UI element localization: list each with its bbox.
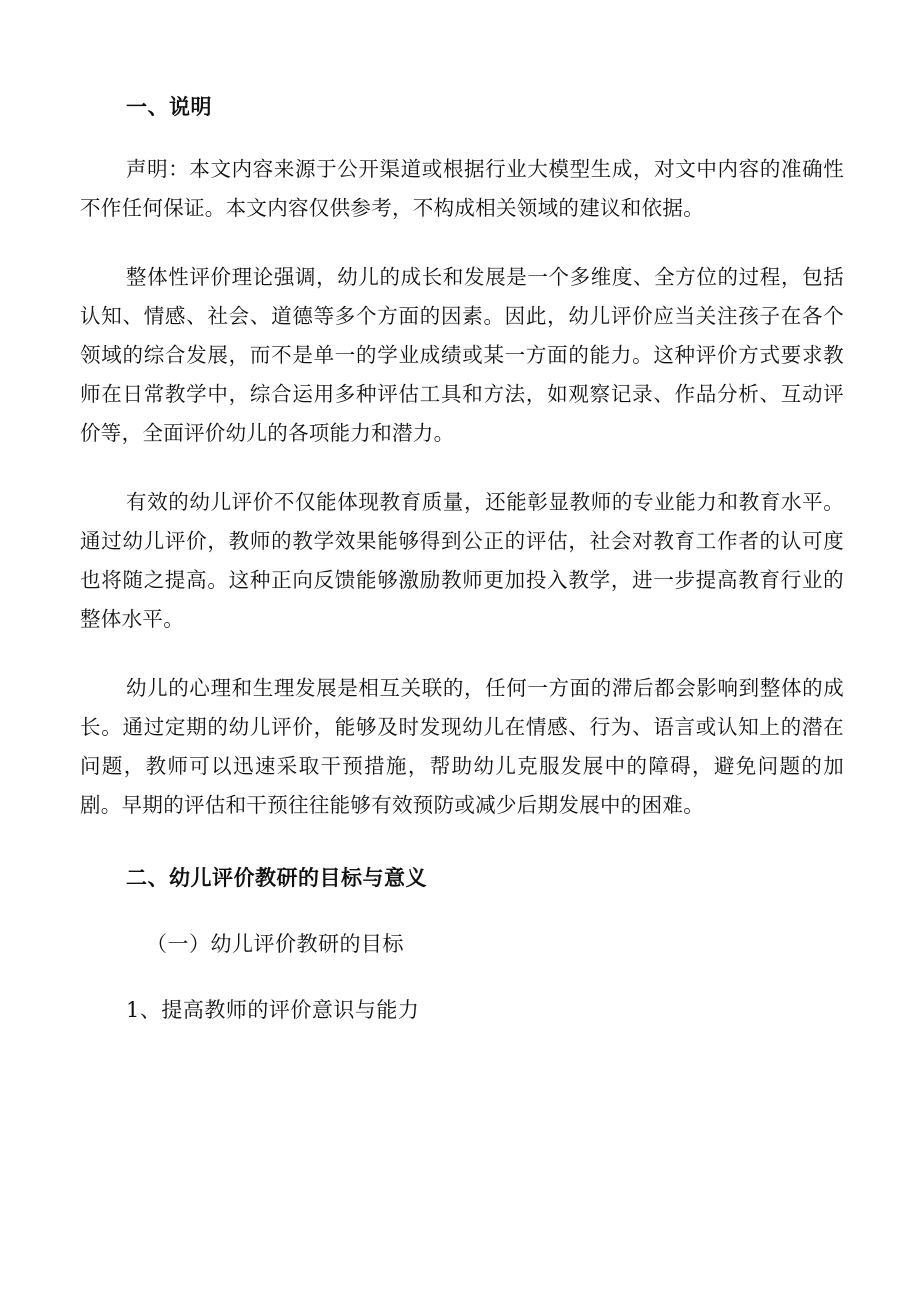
development-paragraph: 幼儿的心理和生理发展是相互关联的，任何一方面的滞后都会影响到整体的成长。通过定期的幼儿评价，能够及时发现幼儿在情感、行为、语言或认知上的潜在问题，教师可以迅速采取干预措施，帮助幼儿克服发展中的障碍，避免问题的加剧。早期的评估和干预往往能够有效预防或减少后期发展中的困难。 xyxy=(80,676,844,817)
disclaimer-paragraph: 声明：本文内容来源于公开渠道或根据行业大模型生成，对文中内容的准确性不作任何保证。本文内容仅供参考，不构成相关领域的建议和依据。 xyxy=(80,157,844,220)
section-heading-explanation: 一、说明 xyxy=(126,94,212,119)
holistic-evaluation-paragraph: 整体性评价理论强调，幼儿的成长和发展是一个多维度、全方位的过程，包括认知、情感、社会、道德等多个方面的因素。因此，幼儿评价应当关注孩子在各个领域的综合发展，而不是单一的学业成绩或某一方面的能力。这种评价方式要求教师在日常教学中，综合运用多种评估工具和方法，如观察记录、作品分析、互动评价等，全面评价幼儿的各项能力和潜力。 xyxy=(80,265,844,445)
subsection-heading-goals: （一）幼儿评价教研的目标 xyxy=(146,932,404,956)
document-body xyxy=(80,88,844,1029)
item-heading-teacher-evaluation: 1、提高教师的评价意识与能力 xyxy=(126,998,420,1022)
section-heading-goals-significance: 二、幼儿评价教研的目标与意义 xyxy=(126,865,427,890)
education-quality-paragraph: 有效的幼儿评价不仅能体现教育质量，还能彰显教师的专业能力和教育水平。通过幼儿评价，教师的教学效果能够得到公正的评估，社会对教育工作者的认可度也将随之提高。这种正向反馈能够激励教师更加投入教学，进一步提高教育行业的整体水平。 xyxy=(80,490,844,631)
